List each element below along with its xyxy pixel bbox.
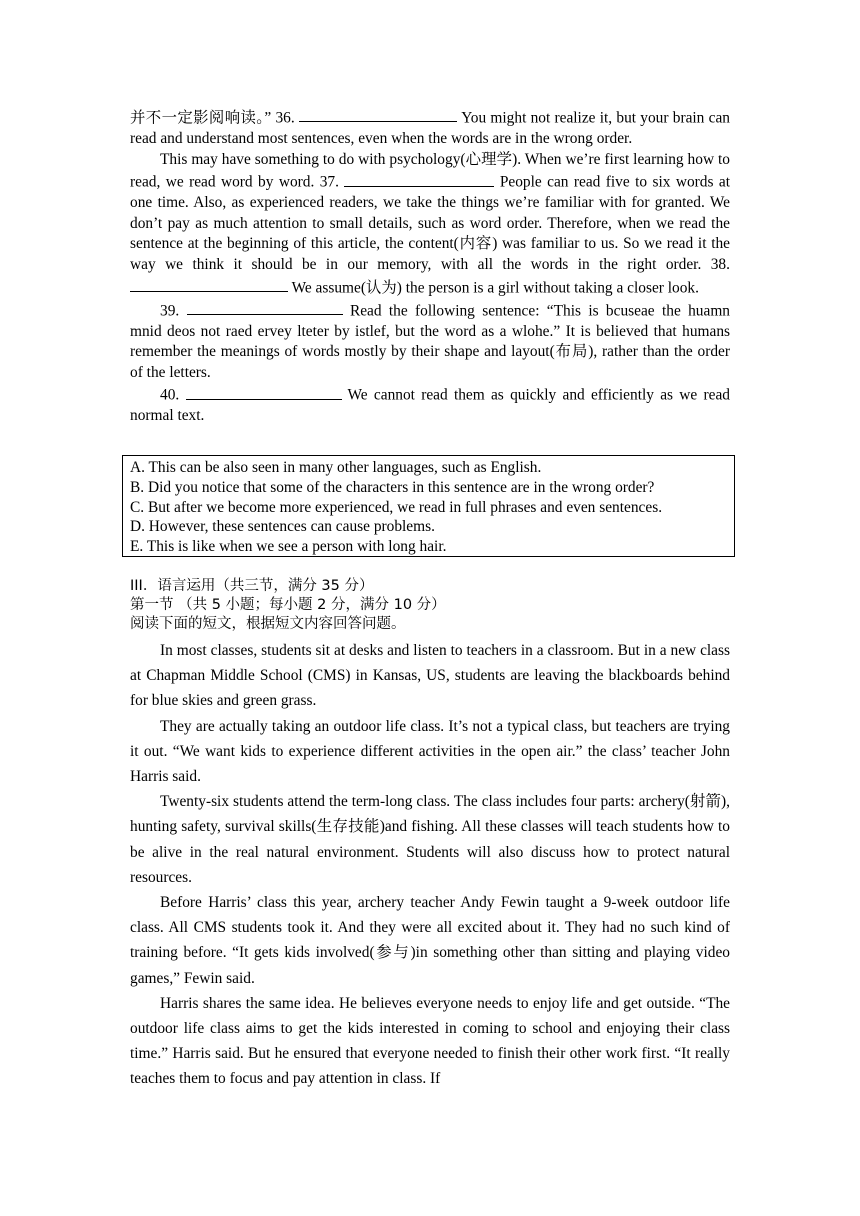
answer-blank-40[interactable] — [186, 383, 342, 399]
answer-blank-36[interactable] — [299, 106, 457, 122]
reading-passage-outdoor-class — [130, 638, 730, 1092]
paragraph: Harris shares the same idea. He believes everyone needs to enjoy life and get outside. “The outdoor life class aims to get the kids interested in coming to school and enjoying their class time.” Harris said. But he ensured that everyone needed to finish their other work first. “It really teaches them to focus and pay attention in class. If — [130, 994, 730, 1088]
paragraph: Before Harris’ class this year, archery teacher Andy Fewin taught a 9-week outdoor life class. All CMS students took it. And they were all excited about it. They had no such kind of training before. “It gets kids involved(参与)in something other than sitting and playing video games,” Fewin said. — [130, 894, 730, 987]
section-title: III．语言运用（共三节，满分 35 分） — [130, 578, 374, 594]
reading-passage-seven-choose-five — [130, 106, 730, 427]
option-a: A. This can be also seen in many other languages, such as English. — [130, 459, 542, 476]
paragraph-39 — [130, 299, 730, 384]
option-d: D. However, these sentences can cause problems. — [130, 518, 435, 536]
question-number-39: 39. — [160, 301, 180, 319]
paragraph-37-38 — [130, 150, 730, 299]
options-box — [122, 455, 735, 557]
paragraph-text: We cannot read them as quickly and efficiently as we read normal text. — [130, 386, 730, 425]
paragraph-text: 并不一定影阅响读。” — [130, 109, 272, 127]
answer-blank-39[interactable] — [187, 299, 343, 315]
question-number-38: 38. — [710, 255, 730, 273]
section-instruction: 阅读下面的短文，根据短文内容回答问题。 — [130, 616, 406, 632]
paragraph-36 — [130, 106, 730, 150]
paragraph-text: We assume(认为) the person is a girl without taking a closer look. — [291, 278, 699, 296]
paragraph-text: People can read five to six words at one time. Also, as experienced readers, we take the things we’re familiar with for granted. We don’t pay as much attention to small details, such as word order. Therefore, when we read the sentence at the beginning of this article, the content(内容) was familiar to us. So we read it the way we think it should be in our memory, with all the words in the right order. — [130, 173, 731, 273]
option-e: E. This is like when we see a person with long hair. — [130, 538, 447, 556]
paragraph-text: You might not realize it, but your brain can read and understand most sentences, even when the words are in the wrong order. — [130, 109, 730, 147]
question-number-40: 40. — [160, 386, 180, 404]
paragraph: Twenty-six students attend the term-long class. The class includes four parts: archery(射箭), hunting safety, survival skills(生存技能)and fishing. All these classes will teach students how to be alive in the real natural environment. Students will also discuss how to protect natural resources. — [130, 793, 730, 886]
question-number-36: 36. — [275, 109, 295, 127]
paragraph-40 — [130, 383, 730, 427]
paragraph-text: Read the following sentence: “This is bcuseae the huamn mnid deos not raed ervey lteter by istlef, but the word as a wlohe.” It is believed that humans remember the meanings of words mostly by their shape and layout(布局), rather than the order of the letters. — [130, 301, 730, 381]
question-number-37: 37. — [319, 173, 339, 191]
section-subtitle: 第一节 （共 5 小题；每小题 2 分，满分 10 分） — [130, 597, 446, 613]
paragraph: In most classes, students sit at desks and listen to teachers in a classroom. But in a new class at Chapman Middle School (CMS) in Kansas, US, students are leaving the blackboards behind for blue skies and green grass. — [130, 642, 730, 710]
paragraph-text: This may have something to do with psychology(心理学). When we’re first learning how to read, we read word by word. — [130, 150, 730, 191]
answer-blank-38[interactable] — [130, 276, 288, 292]
option-b: B. Did you notice that some of the characters in this sentence are in the wrong order? — [130, 478, 655, 496]
paragraph: They are actually taking an outdoor life class. It’s not a typical class, but teachers are trying it out. “We want kids to experience different activities in the open air.” the class’ teacher John Harris said. — [130, 717, 730, 786]
section-header — [130, 577, 730, 634]
option-c: C. But after we become more experienced, we read in full phrases and even sentences. — [130, 498, 663, 516]
answer-blank-37[interactable] — [344, 170, 494, 186]
